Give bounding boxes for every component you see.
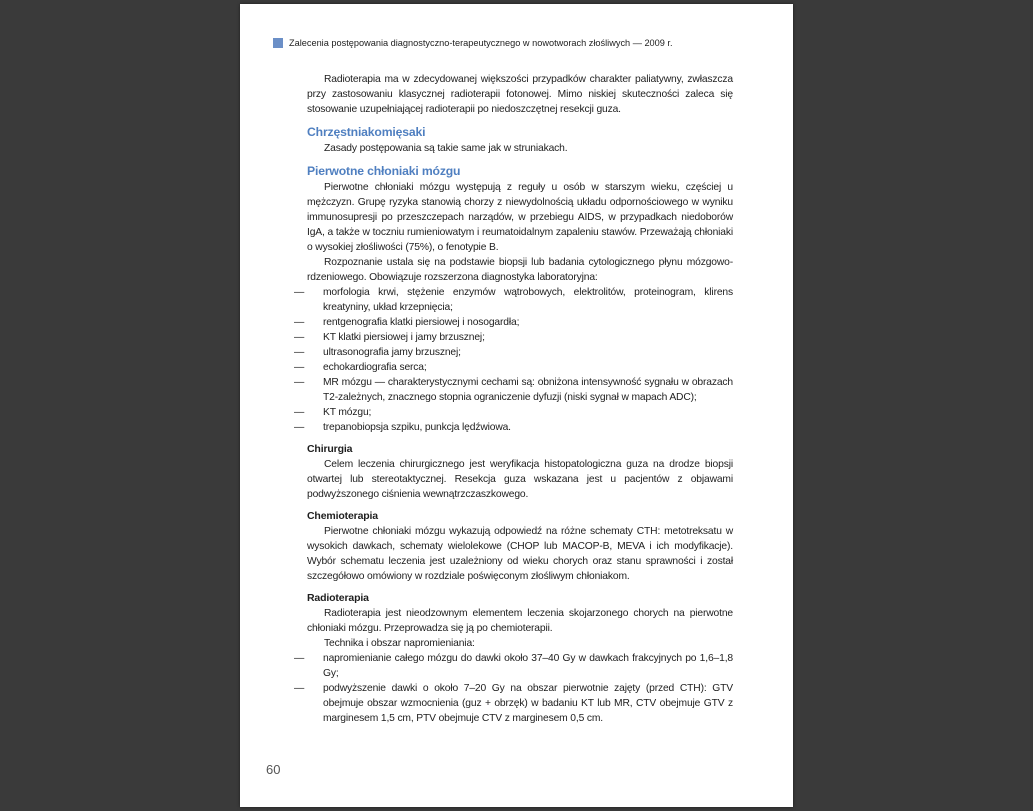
- chemioterapia-paragraph: Pierwotne chłoniaki mózgu wykazują odpowiedź na różne schematy CTH: metotreksatu w wysokich dawkach, schematy wielolekowe (CHOP lub MACOP-B, MEVA i ich modyfikacje). Wybór schematu leczenia jest uzależniony od wieku chorych oraz stanu sprawności i został szczegółowo omówiony w rozdziale poświęconym złośliwym chłoniakom.: [307, 526, 733, 582]
- chirurgia-paragraph: Celem leczenia chirurgicznego jest weryfikacja histopatologiczna guza na drodze biopsji otwartej lub stereotaktycznej. Resekcja guza wskazana jest u pacjentów z objawami podwyższonego ciśnienia wewnątrzczaszkowego.: [307, 459, 733, 500]
- diagnostics-list: [294, 285, 733, 435]
- list-item: — MR mózgu — charakterystycznymi cechami są: obniżona intensywność sygnału w obrazach T2-zależnych, znacznego stopnia ograniczenie dyfuzji (niski sygnał w mapach ADC);: [294, 377, 733, 403]
- subheading-chemioterapia: Chemioterapia: [307, 510, 378, 522]
- dash-bullet: —: [294, 377, 305, 388]
- dash-bullet: —: [294, 287, 305, 298]
- header-title: Zalecenia postępowania diagnostyczno-terapeutycznego w nowotworach złośliwych — 2009 r.: [289, 38, 673, 48]
- dash-bullet: —: [294, 347, 305, 358]
- intro-paragraph: Radioterapia ma w zdecydowanej większości przypadków charakter paliatywny, zwłaszcza przy zastosowaniu klasycznej radioterapii fotonowej. Mimo niskiej skuteczności zaleca się stosowanie uzupełniającej radioterapii po niedoszczętnej resekcji guza.: [307, 74, 733, 115]
- radioterapia-paragraph-2: Technika i obszar napromieniania:: [324, 638, 475, 649]
- list-item: — podwyższenie dawki o około 7–20 Gy na obszar pierwotnie zajęty (przed CTH): GTV obejmuje obszar wzmocnienia (guz + obrzęk) w badaniu KT lub MR, CTV obejmuje GTV z marginesem 1,5 cm, PTV obejmuje CTV z marginesem 0,5 cm.: [294, 683, 733, 724]
- list-item: — morfologia krwi, stężenie enzymów wątrobowych, elektrolitów, proteinogram, klirens kreatyniny, układ krzepnięcia;: [294, 287, 733, 313]
- technique-list: [294, 651, 733, 726]
- dash-bullet: —: [294, 317, 305, 328]
- subheading-radioterapia: Radioterapia: [307, 592, 369, 604]
- chloniaki-paragraph-2: Rozpoznanie ustala się na podstawie biopsji lub badania cytologicznego płynu mózgowo-rdzeniowego. Obowiązuje rozszerzona diagnostyka laboratoryjna:: [307, 257, 733, 283]
- dash-bullet: —: [294, 332, 305, 343]
- radioterapia-paragraph-1: Radioterapia jest nieodzownym elementem leczenia skojarzonego chorych na pierwotne chłoniaki mózgu. Przeprowadza się ją po chemioterapii.: [307, 608, 733, 634]
- dash-bullet: —: [294, 407, 305, 418]
- section-heading-chloniaki: Pierwotne chłoniaki mózgu: [307, 164, 461, 178]
- chrzestniakomiesaki-paragraph: Zasady postępowania są takie same jak w struniakach.: [324, 143, 568, 154]
- page-number: 60: [266, 762, 281, 777]
- header-square-icon: [273, 38, 283, 48]
- list-item: — rentgenografia klatki piersiowej i nosogardła;: [294, 317, 520, 328]
- list-item: — KT mózgu;: [294, 407, 372, 418]
- page-content: [294, 72, 733, 726]
- list-item: — napromienianie całego mózgu do dawki około 37–40 Gy w dawkach frakcyjnych po 1,6–1,8 Gy;: [294, 653, 733, 679]
- list-item: — KT klatki piersiowej i jamy brzusznej;: [294, 332, 485, 343]
- list-item: — ultrasonografia jamy brzusznej;: [294, 347, 461, 358]
- list-item: — echokardiografia serca;: [294, 362, 427, 373]
- subheading-chirurgia: Chirurgia: [307, 443, 353, 455]
- list-item: — trepanobiopsja szpiku, punkcja lędźwiowa.: [294, 422, 511, 433]
- running-header: [273, 38, 773, 48]
- dash-bullet: —: [294, 653, 305, 664]
- chloniaki-paragraph-1: Pierwotne chłoniaki mózgu występują z reguły u osób w starszym wieku, częściej u mężczyzn. Grupę ryzyka stanowią chorzy z niewydolnością układu odpornościowego w wyniku immunosupresji po przeszczepach narządów, w przebiegu AIDS, w przypadkach niedoborów IgA, a także w toczniu rumieniowatym i reumatoidalnym zapaleniu stawów. Przeważają chłoniaki o wysokiej złośliwości (75%), o fenotypie B.: [307, 182, 733, 253]
- document-page: [240, 4, 793, 807]
- dash-bullet: —: [294, 683, 305, 694]
- section-heading-chrzestniakomiesaki: Chrzęstniakomięsaki: [307, 125, 426, 139]
- dash-bullet: —: [294, 422, 305, 433]
- dash-bullet: —: [294, 362, 305, 373]
